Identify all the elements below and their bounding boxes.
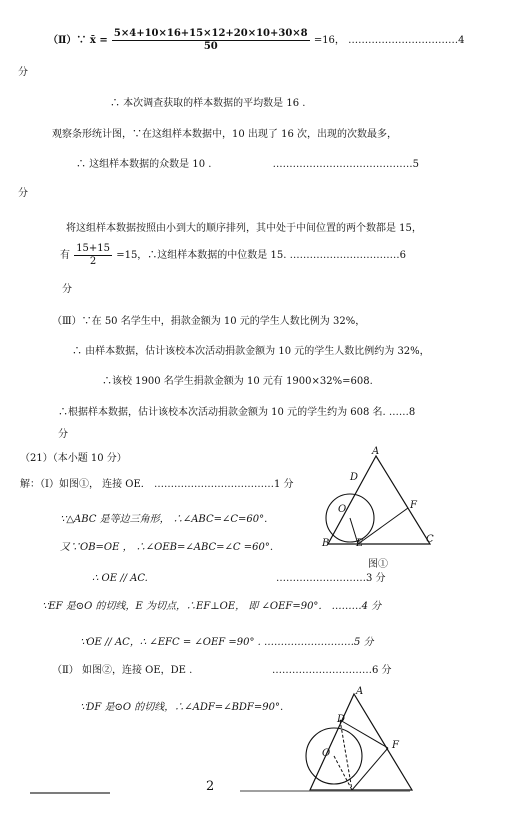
q21-solution-6: ∵OE // AC，∴ ∠EFC = ∠OEF =90° . ………………………5 分 — [80, 637, 374, 648]
mode-observation: 观察条形统计图，∵在这组样本数据中，10 出现了 16 次，出现的次数最多， — [52, 129, 397, 140]
q21-solution-1: 解：（Ⅰ）如图①， 连接 OE． ………………………………1 分 — [20, 479, 294, 490]
part3-line3: ∴该校 1900 名学生捐款金额为 10 元有 1900×32%=608. — [102, 376, 373, 387]
fig1-label-E: E — [356, 538, 364, 549]
fig1-label-A: A — [372, 446, 380, 457]
mean-numerator: 5×4+10×16+15×12+20×10+30×8 — [113, 28, 308, 39]
q21-solution-7: （Ⅱ） 如图②，连接 OE，DE . — [52, 665, 193, 676]
fig1-label-F: F — [410, 500, 417, 511]
page-number: 2 — [206, 779, 215, 794]
fen-label: 分 — [18, 188, 28, 199]
fen-label: 分 — [58, 429, 68, 440]
median-denominator: 2 — [89, 256, 97, 267]
score-dots-4: ……………………………4 — [348, 35, 465, 46]
mean-denominator: 50 — [203, 41, 218, 52]
score-dots-3: ………………………3 分 — [276, 573, 386, 584]
part3-line1: （Ⅲ）∵在 50 名学生中，捐款金额为 10 元的学生人数比例为 32%， — [52, 316, 366, 327]
fig1-label-B: B — [322, 538, 330, 549]
q21-solution-2: ∵△ABC 是等边三角形， ∴∠ABC=∠C=60°. — [60, 514, 268, 525]
mean-prefix: （Ⅱ）∵ x̄ = — [48, 35, 108, 46]
fig1-caption: 图① — [368, 559, 388, 570]
fen-label: 分 — [18, 67, 28, 78]
q21-solution-3: 又∵OB=OE ， ∴∠OEB=∠ABC=∠C =60°. — [60, 542, 274, 553]
mode-conclusion-line — [76, 158, 419, 172]
score-dots-5: ……………………………………5 — [272, 159, 420, 170]
q21-solution-8: ∵DF 是⊙O 的切线，∴∠ADF=∠BDF=90°. — [80, 702, 284, 713]
mode-conclusion: ∴ 这组样本数据的众数是 10 . — [76, 159, 212, 170]
fig2-label-D: D — [337, 714, 346, 725]
score-dots-6: …………………………6 分 — [272, 665, 392, 676]
part3-line4: ∴根据样本数据，估计该校本次活动捐款金额为 10 元的学生约为 608 名. ……8 — [58, 407, 416, 418]
median-line — [60, 243, 406, 268]
median-sort: 将这组样本数据按照由小到大的顺序排列，其中处于中间位置的两个数都是 15， — [66, 223, 422, 234]
scan-smudge — [240, 790, 410, 792]
mean-formula-line — [48, 28, 464, 53]
fig2-label-F: F — [392, 740, 399, 751]
fig2-label-A: A — [356, 686, 364, 697]
median-numerator: 15+15 — [76, 243, 111, 254]
mean-conclusion: ∴ 本次调查获取的样本数据的平均数是 16 . — [110, 98, 306, 109]
fen-label: 分 — [62, 284, 72, 295]
median-prefix: 有 — [60, 250, 70, 261]
median-fraction — [74, 243, 112, 268]
median-result: =15，∴这组样本数据的中位数是 15. ……………………………6 — [116, 250, 406, 261]
fig1-label-C: C — [426, 534, 434, 545]
fig1-label-O: O — [338, 504, 347, 515]
q21-header: （21）（本小题 10 分） — [20, 453, 127, 464]
part3-line2: ∴ 由样本数据，估计该校本次活动捐款金额为 10 元的学生人数比例约为 32%， — [72, 346, 430, 357]
fig2-label-O: O — [322, 748, 331, 759]
mean-result: =16， — [313, 35, 345, 46]
scan-smudge — [30, 792, 110, 794]
mean-fraction — [112, 28, 310, 53]
figure-1-diagram — [318, 448, 438, 568]
fig1-label-D: D — [350, 472, 359, 483]
figure-2-diagram — [296, 690, 426, 810]
q21-solution-4: ∴ OE // AC. — [92, 573, 148, 584]
q21-solution-5: ∵EF 是⊙O 的切线，E 为切点，∴EF⊥OE， 即 ∠OEF=90°． ………4 分 — [42, 601, 382, 612]
